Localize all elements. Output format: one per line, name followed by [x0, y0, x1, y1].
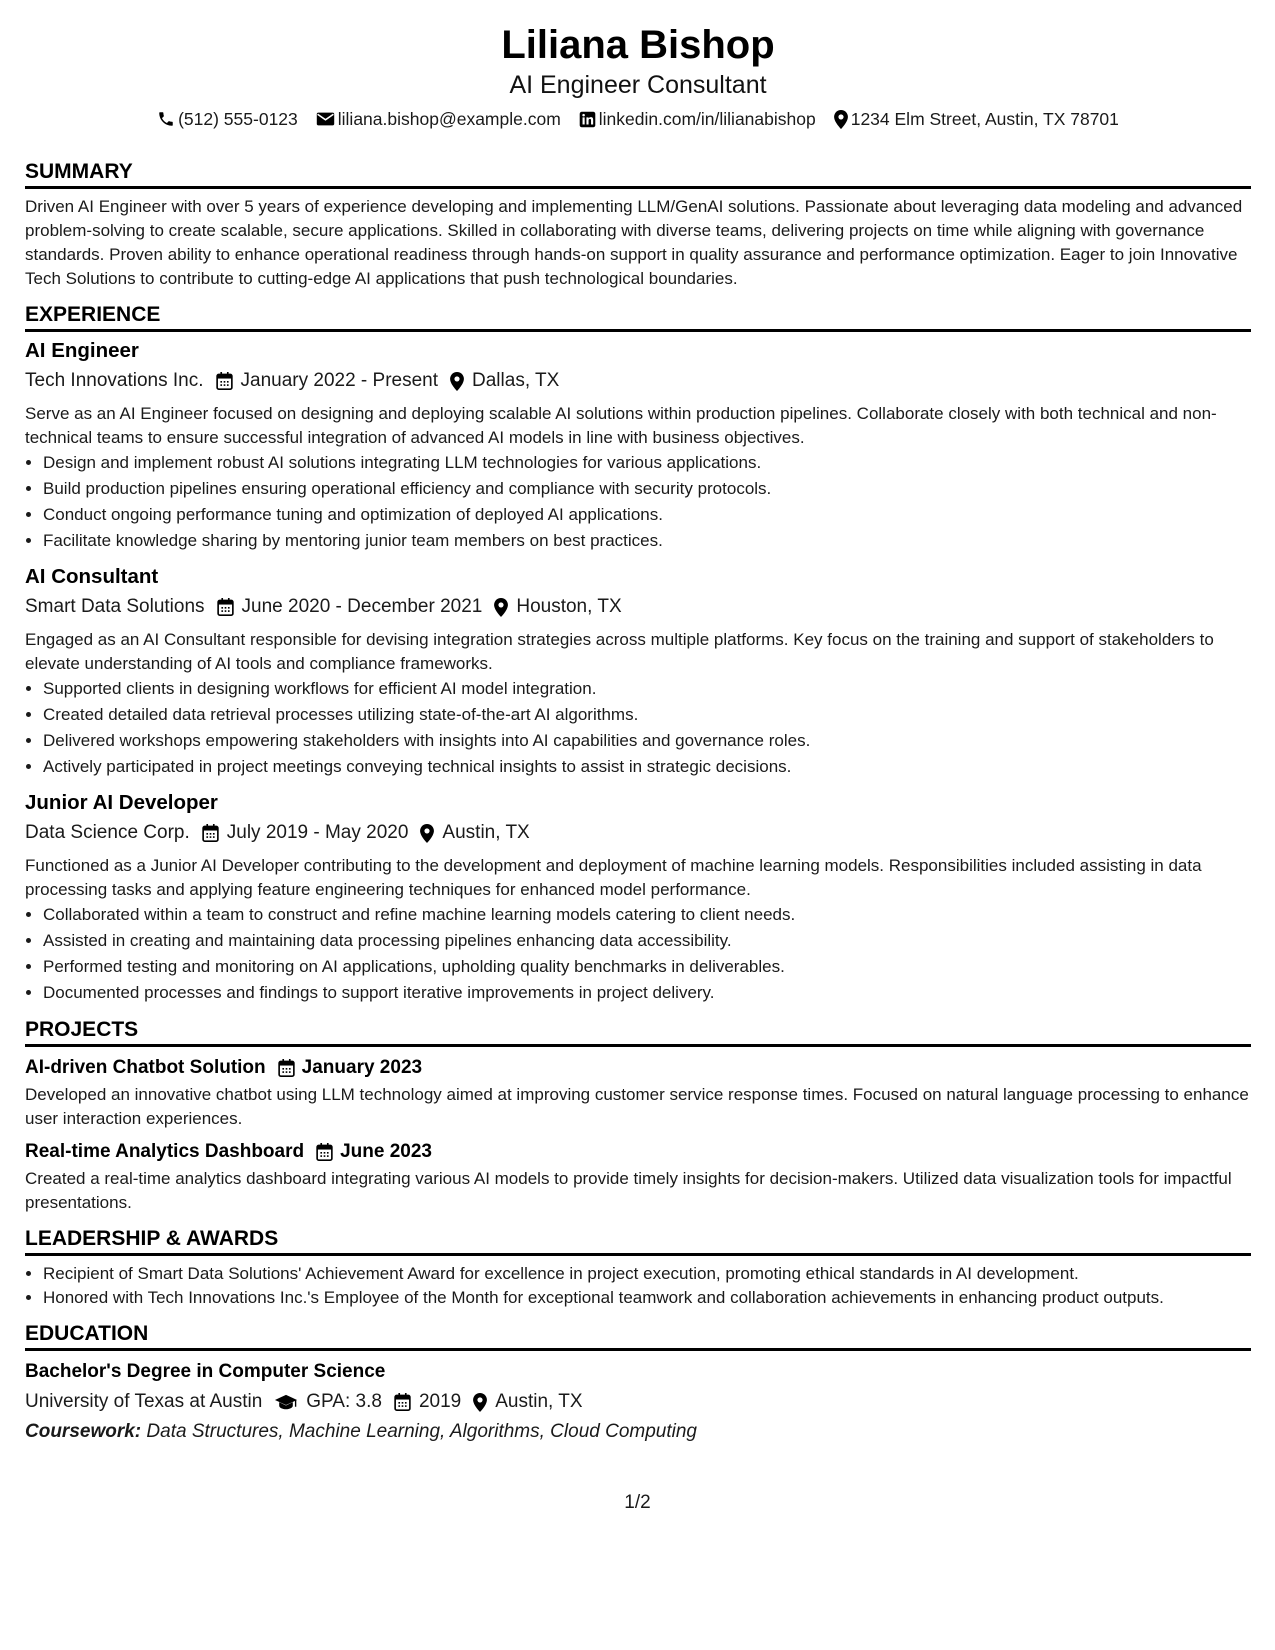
awards-list: [25, 1262, 1251, 1310]
section-title-summary: SUMMARY: [25, 158, 1251, 189]
job-company: Smart Data Solutions: [25, 596, 205, 617]
list-item: • Honored with Tech Innovations Inc.'s Employee of the Month for exceptional teamwork and collaboration achievements in enhancing product outputs.: [43, 1286, 1251, 1310]
job-description: Engaged as an AI Consultant responsible for devising integration strategies across multiple platforms. Key focus on the training and support of stakeholders to elevate understanding of AI tools and compliance frameworks.: [25, 630, 1214, 673]
education-gpa: [274, 1387, 382, 1417]
graduation-cap-icon: [274, 1394, 298, 1411]
resume-page: [25, 20, 1251, 1447]
section-leadership: [25, 1225, 1251, 1310]
project-name: AI-driven Chatbot Solution: [25, 1057, 266, 1078]
job-location-text: Dallas, TX: [472, 370, 560, 391]
project-description: Developed an innovative chatbot using LLM technology aimed at improving customer service response times. Focused on natural language processing to enhance user interaction experiences.: [25, 1085, 1249, 1128]
education-gpa-text: GPA: 3.8: [306, 1391, 382, 1412]
project-entry: [25, 1053, 1251, 1131]
list-item: • Facilitate knowledge sharing by mentoring junior team members on best practices.: [43, 528, 1251, 554]
education-location-text: Austin, TX: [495, 1391, 583, 1412]
list-item: • Delivered workshops empowering stakeholders with insights into AI capabilities and governance roles.: [43, 728, 1251, 754]
coursework-label: Coursework:: [25, 1421, 142, 1442]
project-entry: [25, 1137, 1251, 1215]
contact-linkedin[interactable]: [579, 104, 816, 134]
job-company: Data Science Corp.: [25, 822, 190, 843]
job-description: Functioned as a Junior AI Developer contributing to the development and deployment of machine learning models. Responsibilities included assisting in data processing tasks and applying feature engineering techniques for enhanced model performance.: [25, 856, 1202, 899]
job-dates-text: June 2020 - December 2021: [241, 596, 483, 617]
job-title: AI Engineer: [25, 339, 139, 362]
map-marker-icon: [834, 110, 848, 129]
contact-email-text: liliana.bishop@example.com: [337, 109, 561, 129]
calendar-icon: [394, 1393, 411, 1411]
linkedin-icon: [579, 111, 596, 128]
list-item: • Created detailed data retrieval processes utilizing state-of-the-art AI algorithms.: [43, 702, 1251, 728]
job-dates-text: July 2019 - May 2020: [226, 822, 409, 843]
job-entry: [25, 788, 1251, 1006]
section-title-projects: PROJECTS: [25, 1016, 1251, 1047]
map-marker-icon: [450, 372, 464, 391]
job-dates: [202, 818, 409, 848]
map-marker-icon: [473, 1393, 487, 1412]
envelope-icon: [316, 111, 335, 127]
list-item: • Documented processes and findings to support iterative improvements in project delivery.: [43, 980, 1251, 1006]
contact-bar: [25, 104, 1251, 134]
job-dates: [217, 592, 483, 622]
education-year: [394, 1387, 461, 1417]
page-number: 1/2: [624, 1492, 651, 1513]
education-school: University of Texas at Austin: [25, 1391, 263, 1412]
project-heading: [25, 1053, 1251, 1083]
contact-phone[interactable]: [157, 104, 298, 134]
job-bullets: [25, 902, 1251, 1006]
calendar-icon: [216, 372, 233, 390]
list-item: • Performed testing and monitoring on AI applications, upholding quality benchmarks in deliverables.: [43, 954, 1251, 980]
job-location: [450, 366, 559, 396]
map-marker-icon: [494, 598, 508, 617]
education-coursework: [25, 1417, 1251, 1447]
project-heading: [25, 1137, 1251, 1167]
section-title-experience: EXPERIENCE: [25, 301, 1251, 332]
job-location-text: Austin, TX: [442, 822, 530, 843]
contact-linkedin-text: linkedin.com/in/lilianabishop: [598, 109, 816, 129]
project-date: [316, 1137, 432, 1167]
job-description: Serve as an AI Engineer focused on designing and deploying scalable AI solutions within production pipelines. Collaborate closely with both technical and non-technical teams to ensure successful integration of advanced AI models in line with business objectives.: [25, 404, 1217, 447]
list-item: • Assisted in creating and maintaining data processing pipelines enhancing data accessibility.: [43, 928, 1251, 954]
contact-phone-text: (512) 555-0123: [178, 109, 298, 129]
job-company: Tech Innovations Inc.: [25, 370, 204, 391]
education-location: [473, 1387, 582, 1417]
list-item: • Collaborated within a team to construct and refine machine learning models catering to client needs.: [43, 902, 1251, 928]
list-item: • Supported clients in designing workflows for efficient AI model integration.: [43, 676, 1251, 702]
education-degree: Bachelor's Degree in Computer Science: [25, 1361, 386, 1382]
project-description: Created a real-time analytics dashboard integrating various AI models to provide timely insights for decision-makers. Utilized data visualization tools for impactful presentations.: [25, 1169, 1232, 1212]
job-location: [420, 818, 529, 848]
candidate-name: Liliana Bishop: [501, 23, 775, 67]
calendar-icon: [202, 824, 219, 842]
coursework-text: Data Structures, Machine Learning, Algorithms, Cloud Computing: [146, 1421, 697, 1442]
job-dates: [216, 366, 439, 396]
contact-address: [834, 104, 1119, 134]
job-meta: [25, 366, 1251, 396]
phone-icon: [157, 110, 175, 128]
map-marker-icon: [420, 824, 434, 843]
list-item: • Recipient of Smart Data Solutions' Achievement Award for excellence in project execution, promoting ethical standards in AI development.: [43, 1262, 1251, 1286]
list-item: • Conduct ongoing performance tuning and optimization of deployed AI applications.: [43, 502, 1251, 528]
job-entry: [25, 336, 1251, 554]
project-date-text: June 2023: [340, 1141, 433, 1162]
section-title-education: EDUCATION: [25, 1320, 1251, 1351]
calendar-icon: [217, 598, 234, 616]
summary-text: Driven AI Engineer with over 5 years of experience developing and implementing LLM/GenAI solutions. Passionate about leveraging data modeling and advanced problem-solving to create scalable, secure applications. Skilled in collaborating with diverse teams, delivering projects on time while aligning with governance standards. Proven ability to enhance operational readiness through hands-on support in quality assurance and performance optimization. Eager to join Innovative Tech Solutions to contribute to cutting-edge AI applications that push technological boundaries.: [25, 197, 1243, 288]
list-item: • Actively participated in project meetings conveying technical insights to assist in strategic decisions.: [43, 754, 1251, 780]
project-name: Real-time Analytics Dashboard: [25, 1141, 305, 1162]
education-meta: [25, 1387, 1251, 1417]
section-projects: [25, 1016, 1251, 1215]
contact-address-text: 1234 Elm Street, Austin, TX 78701: [850, 109, 1119, 129]
calendar-icon: [278, 1059, 295, 1077]
job-location-text: Houston, TX: [516, 596, 622, 617]
job-meta: [25, 818, 1251, 848]
education-year-text: 2019: [418, 1391, 462, 1412]
calendar-icon: [316, 1143, 333, 1161]
list-item: • Build production pipelines ensuring operational efficiency and compliance with security protocols.: [43, 476, 1251, 502]
job-title: Junior AI Developer: [25, 791, 218, 814]
project-date-text: January 2023: [301, 1057, 423, 1078]
job-location: [494, 592, 621, 622]
section-title-leadership: LEADERSHIP & AWARDS: [25, 1225, 1251, 1256]
project-date: [278, 1053, 422, 1083]
job-bullets: [25, 450, 1251, 554]
job-title: AI Consultant: [25, 565, 159, 588]
job-meta: [25, 592, 1251, 622]
job-dates-text: January 2022 - Present: [240, 370, 439, 391]
section-education: [25, 1320, 1251, 1447]
job-bullets: [25, 676, 1251, 780]
contact-email[interactable]: [316, 104, 561, 134]
section-experience: [25, 301, 1251, 1006]
job-entry: [25, 562, 1251, 780]
list-item: • Design and implement robust AI solutions integrating LLM technologies for various applications.: [43, 450, 1251, 476]
candidate-role: AI Engineer Consultant: [509, 71, 767, 99]
